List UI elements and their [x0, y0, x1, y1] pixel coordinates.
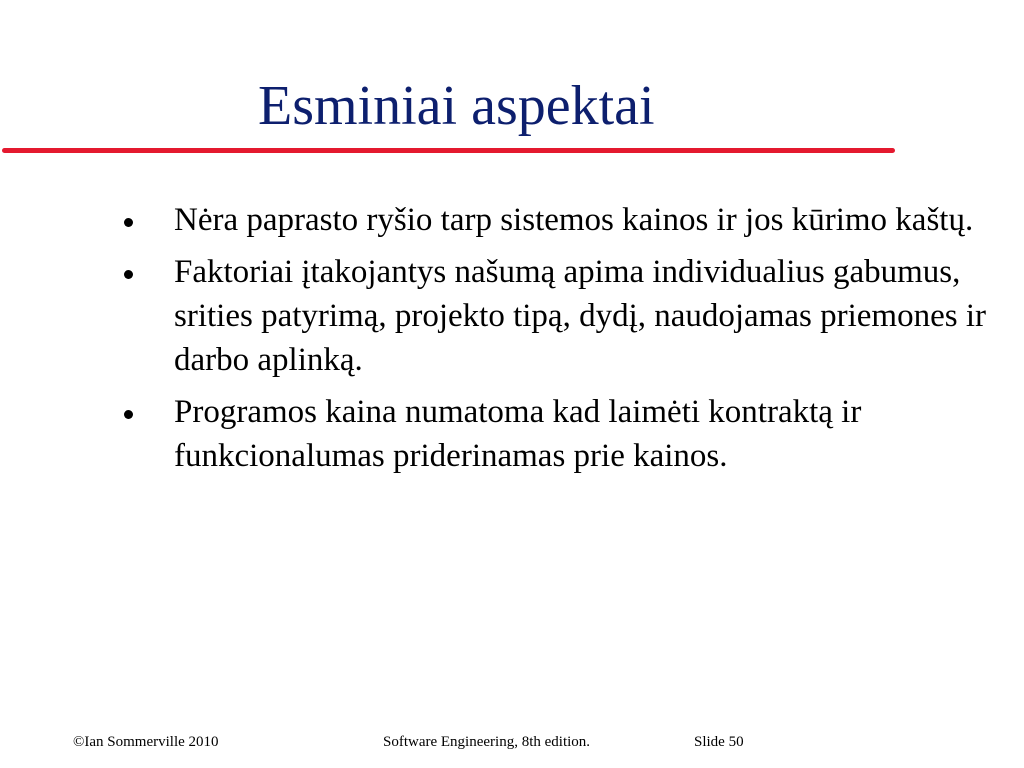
title-underline: [2, 148, 895, 153]
bullet-text: Faktoriai įtakojantys našumą apima individualius gabumus, srities patyrimą, projekto tipą, dydį, naudojamas priemones ir darbo aplinką.: [174, 254, 986, 378]
footer-copyright: ©Ian Sommerville 2010: [73, 734, 219, 750]
bullet-item: [120, 250, 1000, 382]
slide-title: Esminiai aspektai: [258, 75, 655, 137]
bullet-list: [120, 198, 1000, 486]
bullet-text: Nėra paprasto ryšio tarp sistemos kainos ir jos kūrimo kaštų.: [174, 202, 974, 238]
bullet-item: [120, 198, 1000, 242]
bullet-dot-icon: [124, 410, 133, 419]
bullet-dot-icon: [124, 270, 133, 279]
bullet-text: Programos kaina numatoma kad laimėti kontraktą ir funkcionalumas priderinamas prie kainos.: [174, 394, 862, 474]
footer-book-title: Software Engineering, 8th edition.: [383, 734, 591, 750]
footer-slide-number: Slide 50: [694, 734, 744, 750]
bullet-item: [120, 390, 1000, 478]
slide-footer: [0, 734, 1024, 758]
bullet-dot-icon: [124, 218, 133, 227]
